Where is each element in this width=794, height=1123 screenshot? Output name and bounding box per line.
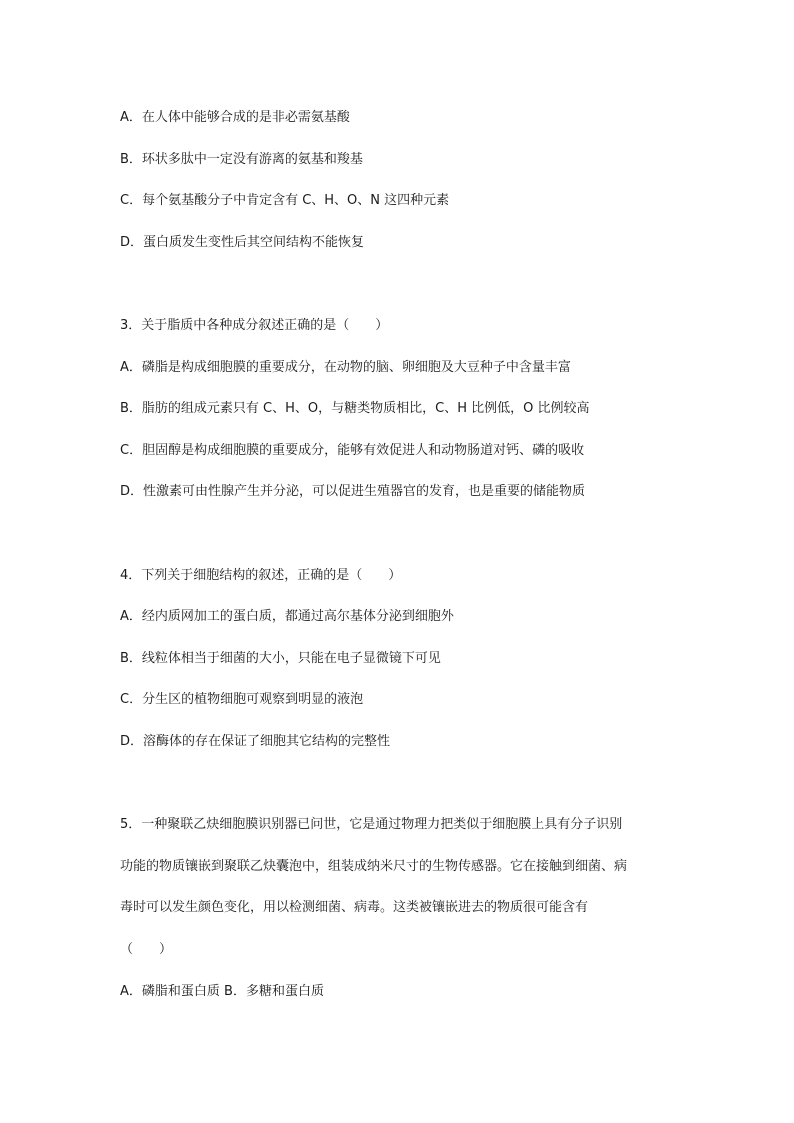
- q5-stem-line-2: 功能的物质镶嵌到聚联乙炔囊泡中，组装成纳米尺寸的生物传感器。它在接触到细菌、病: [120, 859, 628, 874]
- q5-stem-line-1: 5．一种聚联乙炔细胞膜识别器已问世，它是通过物理力把类似于细胞膜上具有分子识别: [120, 817, 623, 832]
- q4-stem: 4．下列关于细胞结构的叙述，正确的是（ ）: [120, 568, 402, 583]
- q4-option-b: B．线粒体相当于细菌的大小，只能在电子显微镜下可见: [120, 651, 441, 666]
- q5-options: A．磷脂和蛋白质 B．多糖和蛋白质: [120, 984, 324, 999]
- q3-stem: 3．关于脂质中各种成分叙述正确的是（ ）: [120, 318, 389, 333]
- q5-stem-line-3: 毒时可以发生颜色变化，用以检测细菌、病毒。这类被镶嵌进去的物质很可能含有: [120, 900, 589, 915]
- q2-option-b: B．环状多肽中一定没有游离的氨基和羧基: [120, 152, 363, 167]
- q4-option-a: A．经内质网加工的蛋白质，都通过高尔基体分泌到细胞外: [120, 609, 454, 624]
- q3-option-b: B．脂肪的组成元素只有 C、H、O，与糖类物质相比，C、H 比例低，O 比例较高: [120, 401, 590, 416]
- q3-option-a: A．磷脂是构成细胞膜的重要成分，在动物的脑、卵细胞及大豆种子中含量丰富: [120, 360, 571, 375]
- q2-option-a: A．在人体中能够合成的是非必需氨基酸: [120, 110, 350, 125]
- q2-option-d: D．蛋白质发生变性后其空间结构不能恢复: [120, 235, 365, 250]
- q3-option-d: D．性激素可由性腺产生并分泌，可以促进生殖器官的发育，也是重要的储能物质: [120, 484, 586, 499]
- q3-option-c: C．胆固醇是构成细胞膜的重要成分，能够有效促进人和动物肠道对钙、磷的吸收: [120, 443, 585, 458]
- q2-option-c: C．每个氨基酸分子中肯定含有 C、H、O、N 这四种元素: [120, 193, 450, 208]
- q4-option-c: C．分生区的植物细胞可观察到明显的液泡: [120, 692, 364, 707]
- q5-answer-bracket: （ ）: [120, 942, 173, 957]
- q4-option-d: D．溶酶体的存在保证了细胞其它结构的完整性: [120, 734, 391, 749]
